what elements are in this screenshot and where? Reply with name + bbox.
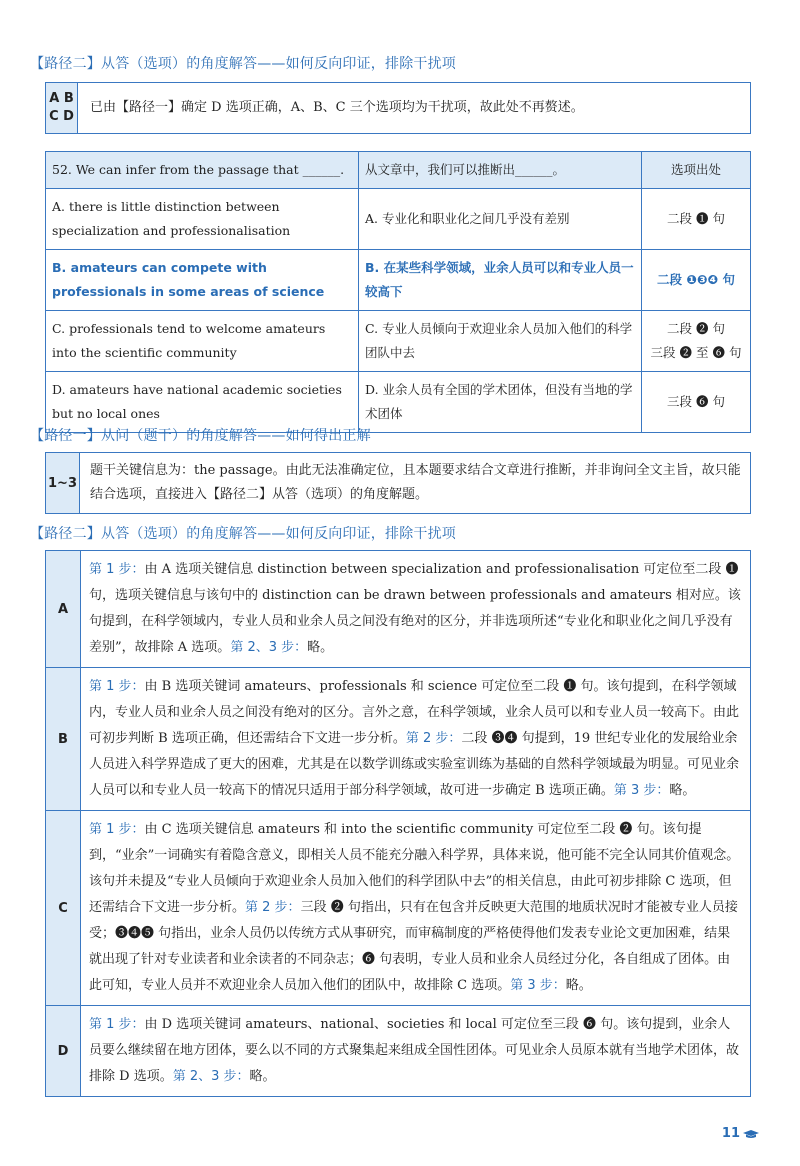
option-b-en: B. amateurs can compete with professionals in some areas of science (46, 250, 359, 311)
table-row (46, 372, 751, 433)
analysis-label: C (46, 811, 81, 1005)
analysis-text: 第 1 步：由 B 选项关键词 amateurs、professionals 和 science 可定位至二段 ❶ 句。该句提到，在科学领域内，专业人员和业余人员之间没有绝对的区分。言外之意，在科学领域，业余人员可以和专业人员一较高下。由此可初步判断 B 选项正确，但还需结合下文进一步分析。第 2 步：二段 ❸❹ 句提到，19 世纪专业化的发展给业余人员进入科学界造成了更大的困难，尤其是在以数学训练或实验室训练为基础的自然科学领域最为明显。可见业余人员可以和专业人员一较高下的情况只适用于部分科学领域，故可进一步确定 B 选项正确。第 3 步：略。 (89, 679, 740, 798)
analysis-row-b (46, 668, 750, 811)
option-b-source: 二段 ❶❸❹ 句 (642, 250, 751, 311)
analysis-label: D (46, 1006, 81, 1096)
option-a-en: A. there is little distinction between specialization and professionalisation (46, 189, 359, 250)
analysis-row-a (46, 551, 750, 668)
label-line2: C D (49, 109, 74, 124)
option-c-source (642, 311, 751, 372)
option-d-en: D. amateurs have national academic societies but no local ones (46, 372, 359, 433)
table-row (46, 311, 751, 372)
route2-title-bottom: 【路径二】从答（选项）的角度解答——如何反向印证，排除干扰项 (30, 526, 456, 542)
table-row (46, 189, 751, 250)
table-row-correct (46, 250, 751, 311)
route1-conclusion-box (45, 82, 751, 134)
analysis-text: 第 1 步：由 C 选项关键信息 amateurs 和 into the scientific community 可定位至二段 ❷ 句。该句提到，“业余”一词确实有着隐含意义，即相关人员不能充分融入科学界，具体来说，他可能不完全认同其价值观念。该句并未提及“专业人员倾向于欢迎业余人员加入他们的科学团队中去”的相关信息，由此可初步排除 C 选项，但还需结合下文进一步分析。第 2 步：三段 ❷ 句指出，只有在包含并反映更大范围的地质状况时才能被专业人员接受；❸❹❺ 句指出，业余人员仍以传统方式从事研究，而审稿制度的严格使得他们发表专业论文更加困难，结果就出现了针对专业读者和业余读者的不同杂志；❻ 句表明，专业人员和业余人员经过分化，各自组成了团体。由此可知，专业人员并不欢迎业余人员加入他们的团队中，故排除 C 选项。第 3 步：略。 (89, 822, 740, 993)
option-label (46, 83, 78, 133)
option-d-zh: D. 业余人员有全国的学术团体，但没有当地的学术团体 (359, 372, 642, 433)
question-52-table (45, 151, 751, 433)
option-c-zh: C. 专业人员倾向于欢迎业余人员加入他们的科学团队中去 (359, 311, 642, 372)
option-d-source: 三段 ❻ 句 (642, 372, 751, 433)
option-c-source-line1: 二段 ❷ 句 (667, 321, 725, 336)
analysis-text: 第 1 步：由 D 选项关键词 amateurs、national、societies 和 local 可定位至三段 ❻ 句。该句提到，业余人员要么继续留在地方团体，要么以不同的方式聚集起来组成全国性团体。可见业余人员原本就有当地学术团体，故排除 D 选项。第 2、3 步：略。 (89, 1017, 740, 1084)
col-header-chinese: 从文章中，我们可以推断出______。 (359, 152, 642, 189)
graduation-cap-icon (742, 1129, 760, 1139)
col-header-source: 选项出处 (642, 152, 751, 189)
route1-text: 题干关键信息为：the passage。由此无法准确定位，且本题要求结合文章进行推断，并非询问全文主旨，故只能结合选项，直接进入【路径二】从答（选项）的角度解题。 (90, 463, 741, 502)
option-a-source: 二段 ❶ 句 (642, 189, 751, 250)
analysis-label: B (46, 668, 81, 810)
route1-title: 【路径一】从问（题干）的角度解答——如何得出正解 (30, 428, 371, 444)
analysis-label: A (46, 551, 81, 667)
option-c-source-line2: 三段 ❷ 至 ❻ 句 (650, 345, 742, 360)
route1-box (45, 452, 751, 514)
label-line1: A B (49, 91, 74, 106)
analysis-row-c (46, 811, 750, 1006)
col-header-english: 52. We can infer from the passage that ______. (46, 152, 359, 189)
option-c-en: C. professionals tend to welcome amateurs into the scientific community (46, 311, 359, 372)
page-number-text: 11 (721, 1126, 740, 1141)
route1-label: 1~3 (46, 453, 80, 513)
option-a-zh: A. 专业化和职业化之间几乎没有差别 (359, 189, 642, 250)
analysis-text: 第 1 步：由 A 选项关键信息 distinction between specialization and professionalisation 可定位至二段 ❶ 句，选项关键信息与该句中的 distinction can be drawn between professionals and amateurs 相对应。该句提到，在科学领域内，专业人员和业余人员之间没有绝对的区分，并非选项所述“专业化和职业化之间几乎没有差别”，故排除 A 选项。第 2、3 步：略。 (89, 562, 741, 655)
option-analysis (45, 550, 751, 1097)
page-number (722, 1126, 760, 1141)
conclusion-text: 已由【路径一】确定 D 选项正确，A、B、C 三个选项均为干扰项，故此处不再赘述。 (90, 100, 584, 115)
route2-title-top: 【路径二】从答（选项）的角度解答——如何反向印证，排除干扰项 (30, 56, 456, 72)
option-b-zh: B. 在某些科学领域，业余人员可以和专业人员一较高下 (359, 250, 642, 311)
analysis-row-d (46, 1006, 750, 1096)
